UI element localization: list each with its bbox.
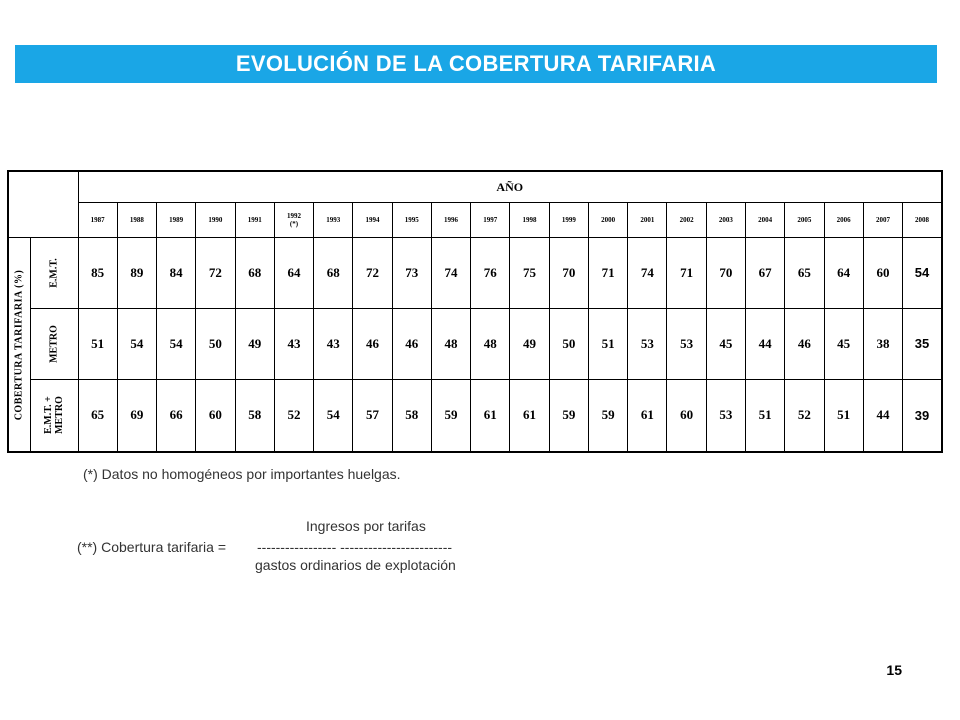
row-label-cell xyxy=(30,308,78,379)
page-title: EVOLUCIÓN DE LA COBERTURA TARIFARIA xyxy=(235,51,717,76)
year-cell: 1988 xyxy=(117,203,156,238)
value-cell: 53 xyxy=(706,379,745,452)
value-cell: 54 xyxy=(117,308,156,379)
value-cell: 57 xyxy=(353,379,392,452)
group-label-cell xyxy=(8,238,30,453)
year-cell: 1998 xyxy=(510,203,549,238)
value-cell: 66 xyxy=(157,379,196,452)
value-cell: 73 xyxy=(392,238,431,309)
value-cell: 68 xyxy=(314,238,353,309)
value-cell: 52 xyxy=(785,379,824,452)
value-cell: 46 xyxy=(353,308,392,379)
value-cell: 58 xyxy=(235,379,274,452)
year-cell: 2004 xyxy=(746,203,785,238)
year-cell: 2001 xyxy=(628,203,667,238)
title-bar xyxy=(15,45,937,83)
value-cell: 43 xyxy=(274,308,313,379)
value-cell: 59 xyxy=(431,379,470,452)
value-cell: 70 xyxy=(549,238,588,309)
years-row xyxy=(8,203,942,238)
formula-denominator: gastos ordinarios de explotación xyxy=(255,557,456,573)
value-cell: 65 xyxy=(785,238,824,309)
formula-prefix: (**) Cobertura tarifaria = xyxy=(77,539,227,555)
value-cell: 60 xyxy=(863,238,902,309)
value-cell: 53 xyxy=(667,308,706,379)
row-label-cell xyxy=(30,379,78,452)
year-cell: 2003 xyxy=(706,203,745,238)
value-cell: 54 xyxy=(157,308,196,379)
value-cell: 48 xyxy=(471,308,510,379)
value-cell: 85 xyxy=(78,238,117,309)
year-cell: 1991 xyxy=(235,203,274,238)
row-emt xyxy=(8,238,942,309)
row-label-cell xyxy=(30,238,78,309)
value-cell: 60 xyxy=(667,379,706,452)
formula-fraction-line: ----------------- ------------------------ xyxy=(257,539,453,555)
corner-cell xyxy=(8,171,78,238)
value-cell: 54 xyxy=(903,238,942,309)
value-cell: 51 xyxy=(588,308,627,379)
year-cell: 1987 xyxy=(78,203,117,238)
row-label-line: E.M.T. + xyxy=(43,396,54,435)
value-cell: 44 xyxy=(746,308,785,379)
value-cell: 69 xyxy=(117,379,156,452)
year-cell: 1995 xyxy=(392,203,431,238)
value-cell: 45 xyxy=(824,308,863,379)
value-cell: 59 xyxy=(588,379,627,452)
value-cell: 39 xyxy=(903,379,942,452)
year-cell-1992 xyxy=(274,203,313,238)
value-cell: 89 xyxy=(117,238,156,309)
year-cell: 2006 xyxy=(824,203,863,238)
year-cell: 1989 xyxy=(157,203,196,238)
year-cell: 1990 xyxy=(196,203,235,238)
value-cell: 74 xyxy=(628,238,667,309)
year-cell: 2002 xyxy=(667,203,706,238)
value-cell: 49 xyxy=(510,308,549,379)
value-cell: 61 xyxy=(471,379,510,452)
value-cell: 52 xyxy=(274,379,313,452)
row-metro xyxy=(8,308,942,379)
year-cell: 2000 xyxy=(588,203,627,238)
year-cell: 1999 xyxy=(549,203,588,238)
year-cell: 2008 xyxy=(903,203,942,238)
value-cell: 53 xyxy=(628,308,667,379)
value-cell: 72 xyxy=(353,238,392,309)
value-cell: 43 xyxy=(314,308,353,379)
value-cell: 51 xyxy=(824,379,863,452)
value-cell: 64 xyxy=(824,238,863,309)
value-cell: 38 xyxy=(863,308,902,379)
value-cell: 60 xyxy=(196,379,235,452)
year-cell: 2005 xyxy=(785,203,824,238)
value-cell: 76 xyxy=(471,238,510,309)
value-cell: 65 xyxy=(78,379,117,452)
year-cell: 1996 xyxy=(431,203,470,238)
value-cell: 71 xyxy=(667,238,706,309)
value-cell: 71 xyxy=(588,238,627,309)
value-cell: 70 xyxy=(706,238,745,309)
value-cell: 49 xyxy=(235,308,274,379)
value-cell: 59 xyxy=(549,379,588,452)
value-cell: 61 xyxy=(628,379,667,452)
year-label: 1992 xyxy=(286,212,301,220)
row-label-emt-metro xyxy=(43,396,65,434)
value-cell: 61 xyxy=(510,379,549,452)
value-cell: 68 xyxy=(235,238,274,309)
year-cell: 2007 xyxy=(863,203,902,238)
group-label: COBERTURA TARIFARIA (%) xyxy=(13,269,25,420)
value-cell: 50 xyxy=(196,308,235,379)
value-cell: 44 xyxy=(863,379,902,452)
value-cell: 84 xyxy=(157,238,196,309)
year-cell: 1997 xyxy=(471,203,510,238)
value-cell: 51 xyxy=(78,308,117,379)
value-cell: 58 xyxy=(392,379,431,452)
row-label-line: METRO xyxy=(54,396,65,435)
value-cell: 46 xyxy=(785,308,824,379)
value-cell: 45 xyxy=(706,308,745,379)
value-cell: 50 xyxy=(549,308,588,379)
page-number: 15 xyxy=(886,662,902,678)
year-header-row xyxy=(8,171,942,203)
value-cell: 35 xyxy=(903,308,942,379)
value-cell: 46 xyxy=(392,308,431,379)
value-cell: 75 xyxy=(510,238,549,309)
value-cell: 72 xyxy=(196,238,235,309)
year-header: AÑO xyxy=(78,171,942,203)
row-label-metro: METRO xyxy=(48,324,60,363)
value-cell: 64 xyxy=(274,238,313,309)
value-cell: 67 xyxy=(746,238,785,309)
coverage-table xyxy=(7,170,943,453)
year-cell: 1993 xyxy=(314,203,353,238)
value-cell: 74 xyxy=(431,238,470,309)
row-emt-metro xyxy=(8,379,942,452)
year-note-marker: (*) xyxy=(289,220,299,228)
value-cell: 48 xyxy=(431,308,470,379)
row-label-emt: E.M.T. xyxy=(48,258,60,288)
year-cell: 1994 xyxy=(353,203,392,238)
value-cell: 54 xyxy=(314,379,353,452)
value-cell: 51 xyxy=(746,379,785,452)
formula-numerator: Ingresos por tarifas xyxy=(306,518,426,534)
footnote-strikes: (*) Datos no homogéneos por importantes huelgas. xyxy=(83,466,401,482)
